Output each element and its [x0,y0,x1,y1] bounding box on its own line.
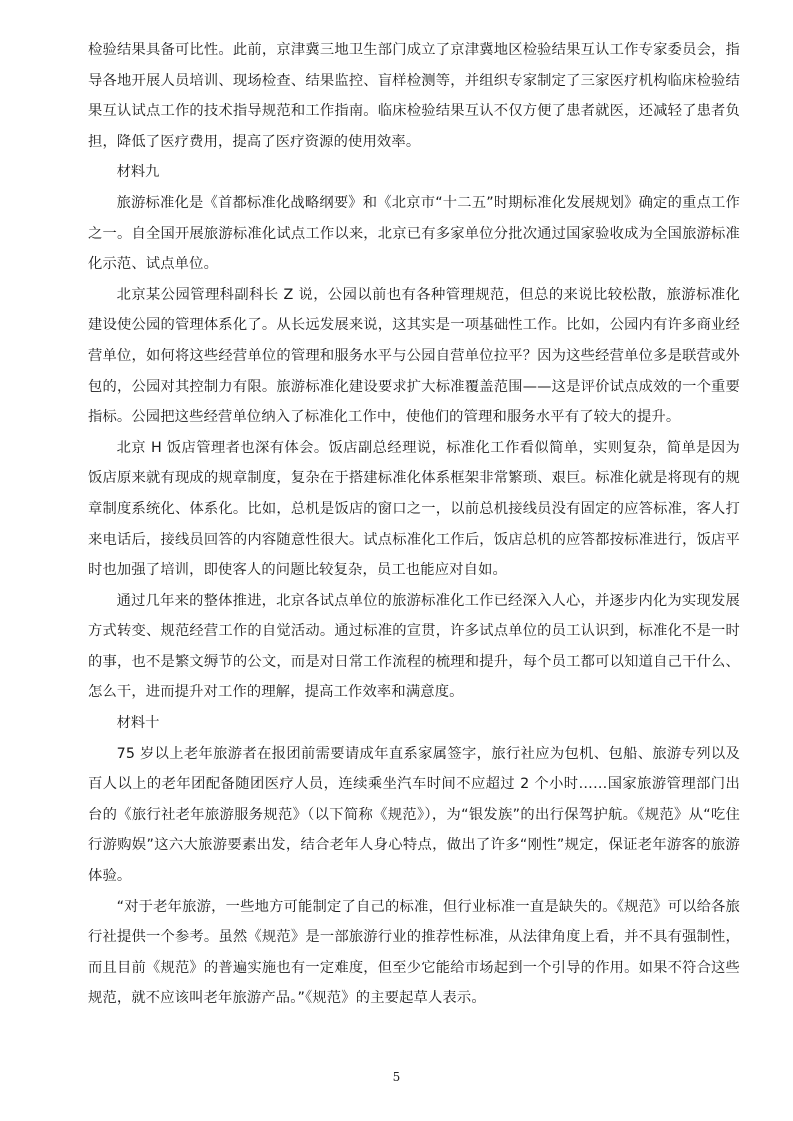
section-heading-material-10: 材料十 [116,715,160,732]
paragraph-elderly-tourism-rules: 75 岁以上老年旅游者在报团前需要请成年直系家属签字，旅行社应为包机、包船、旅游专列以及百人以上的老年团配备随团医疗人员，连续乘坐汽车时间不应超过 2 个小时……国家旅游管理部门出台的《旅行社老年旅游服务规范》（以下简称《规范》），为“银发族”的出行保驾护航。《规范》从“吃住行游购娱”这六大旅游要素出发，结合老年人身心特点，做出了许多“刚性”规定，保证老年游客的旅游体验。 [88,745,740,885]
document-page [88,35,740,1014]
paragraph-overall-progress: 通过几年来的整体推进，北京各试点单位的旅游标准化工作已经深入人心，并逐步内化为实现发展方式转变、规范经营工作的自觉活动。通过标准的宣贯，许多试点单位的员工认识到，标准化不是一时的事，也不是繁文缛节的公文，而是对日常工作流程的梳理和提升，每个员工都可以知道自己干什么、怎么干，进而提升对工作的理解，提高工作效率和满意度。 [88,592,740,701]
paragraph-continuation: 检验结果具备可比性。此前，京津冀三地卫生部门成立了京津冀地区检验结果互认工作专家委员会，指导各地开展人员培训、现场检查、结果监控、盲样检测等，并组织专家制定了三家医疗机构临床检验结果互认试点工作的技术指导规范和工作指南。临床检验结果互认不仅方便了患者就医，还减轻了患者负担，降低了医疗费用，提高了医疗资源的使用效率。 [88,42,740,150]
paragraph-drafter-quote: “对于老年旅游，一些地方可能制定了自己的标准，但行业标准一直是缺失的。《规范》可以给各旅行社提供一个参考。虽然《规范》是一部旅游行业的推荐性标准，从法律角度上看，并不具有强制性，而且目前《规范》的普遍实施也有一定难度，但至少它能给市场起到一个引导的作用。如果不符合这些规范，就不应该叫老年旅游产品。”《规范》的主要起草人表示。 [88,898,740,1007]
section-heading-material-9: 材料九 [116,164,160,181]
paragraph-park-manager: 北京某公园管理科副科长 Z 说，公园以前也有各种管理规范，但总的来说比较松散，旅游标准化建设使公园的管理体系化了。从长远发展来说，这其实是一项基础性工作。比如，公园内有许多商业经营单位，如何将这些经营单位的管理和服务水平与公园自营单位拉平？因为这些经营单位多是联营或外包的，公园对其控制力有限。旅游标准化建设要求扩大标准覆盖范围——这是评价试点成效的一个重要指标。公园把这些经营单位纳入了标准化工作中，使他们的管理和服务水平有了较大的提升。 [88,286,740,426]
page-number: 5 [392,1070,401,1084]
paragraph-hotel-manager: 北京 H 饭店管理者也深有体会。饭店副总经理说，标准化工作看似简单，实则复杂，简单是因为饭店原来就有现成的规章制度，复杂在于搭建标准化体系框架非常繁琐、艰巨。标准化就是将现有的规章制度系统化、体系化。比如，总机是饭店的窗口之一，以前总机接线员没有固定的应答标准，客人打来电话后，接线员回答的内容随意性很大。试点标准化工作后，饭店总机的应答都按标准进行，饭店平时也加强了培训，即使客人的问题比较复杂，员工也能应对自如。 [88,439,740,579]
paragraph-tourism-standardization: 旅游标准化是《首都标准化战略纲要》和《北京市“十二五”时期标准化发展规划》确定的重点工作之一。自全国开展旅游标准化试点工作以来，北京已有多家单位分批次通过国家验收成为全国旅游标准化示范、试点单位。 [88,194,740,273]
